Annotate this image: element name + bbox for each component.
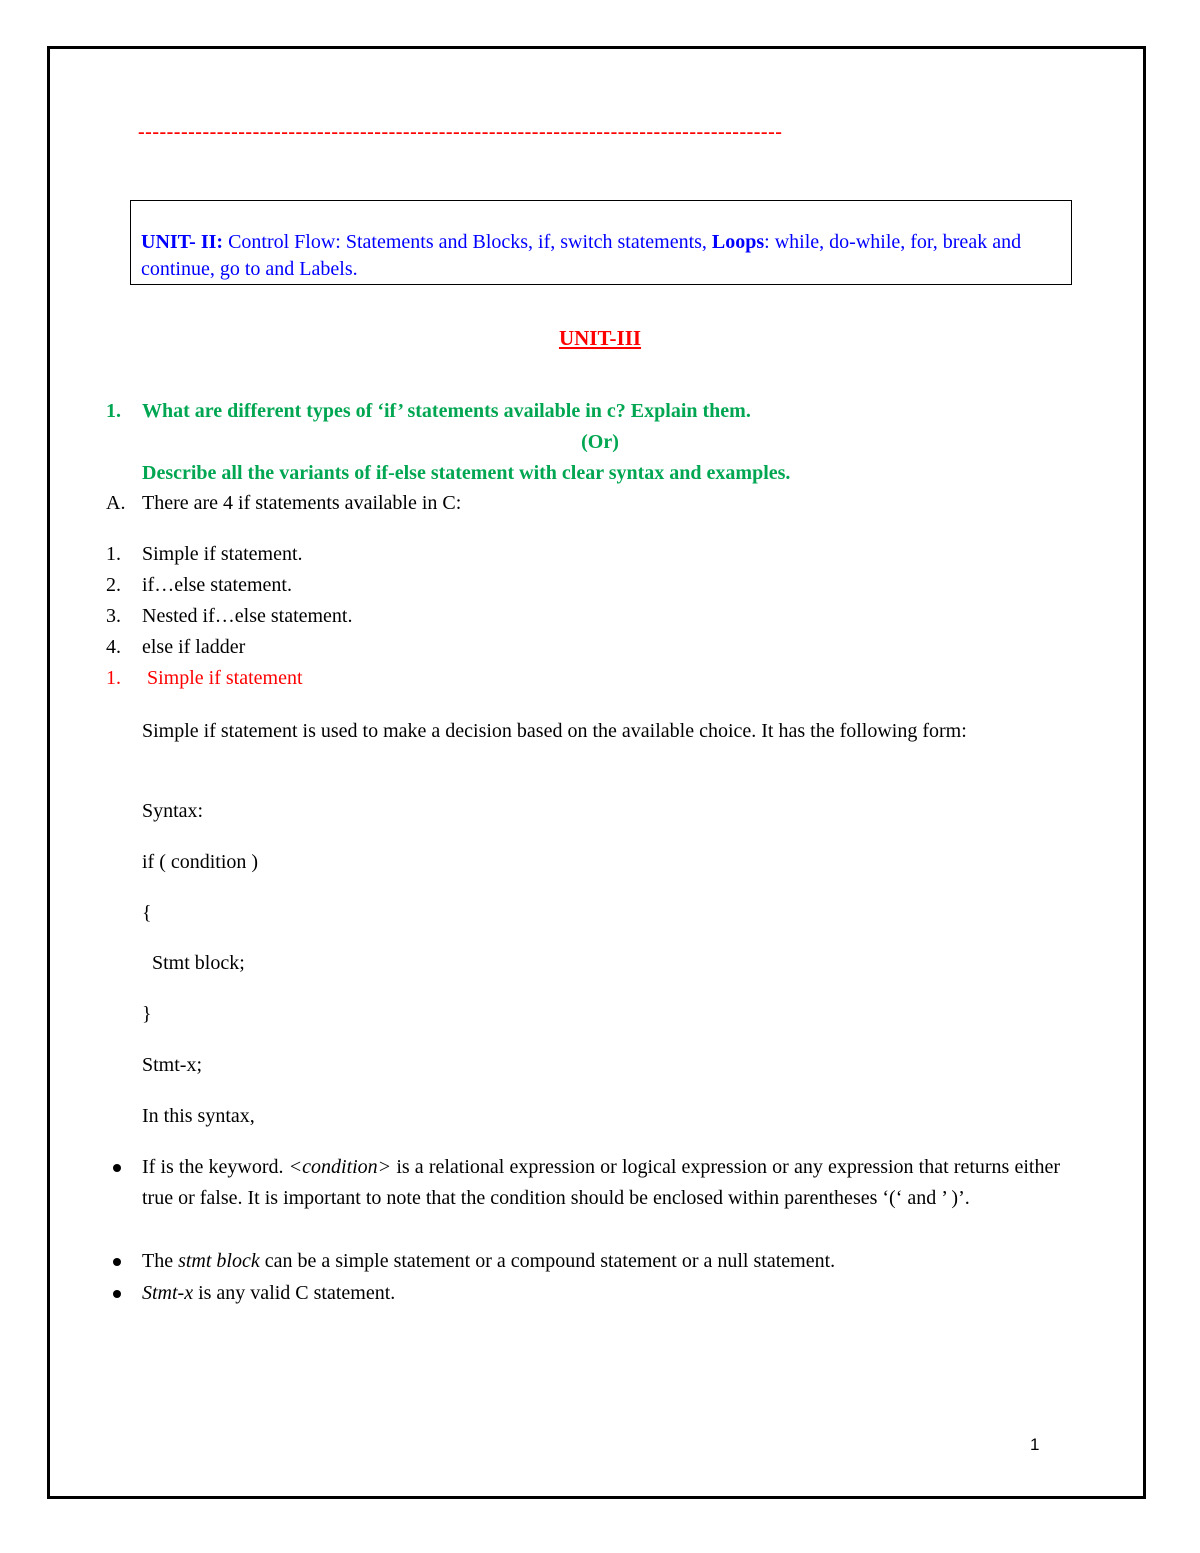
unit-title: UNIT-III — [558, 326, 642, 350]
syllabus-unit-label: UNIT- II: — [141, 231, 224, 253]
question-number: 1. — [106, 400, 121, 422]
bullet-text-pre: The — [142, 1250, 174, 1272]
answer-label: A. — [106, 492, 126, 514]
bullet-text-post: is a relational expression or logical expression or any expression that returns either true or false. It is important to note that the condition should be enclosed within parentheses ‘(‘ and ’ )’. — [142, 1156, 1061, 1209]
bullet-text-post: can be a simple statement or a compound statement or a null statement. — [264, 1250, 836, 1272]
syntax-label: Syntax: — [142, 800, 204, 822]
list-item: Simple if statement. — [142, 543, 303, 565]
syntax-line: if ( condition ) — [142, 851, 259, 873]
bullet-text-post: is any valid C statement. — [198, 1282, 396, 1304]
list-item: else if ladder — [142, 636, 246, 658]
bullet-icon — [113, 1290, 121, 1298]
syllabus-topics-part2: : while, do-while, for, break and continue, go to and Labels. — [141, 231, 1022, 280]
list-item-number: 3. — [106, 605, 121, 627]
list-item-number: 2. — [106, 574, 121, 596]
syntax-line: Stmt-x; — [142, 1054, 203, 1076]
section-heading-number: 1. — [106, 667, 121, 689]
bullet-text-emphasis: stmt block — [178, 1250, 260, 1272]
list-item-number: 1. — [106, 543, 121, 565]
question-alt-text: Describe all the variants of if-else statement with clear syntax and examples. — [142, 462, 791, 484]
syllabus-loops-label: Loops — [711, 231, 765, 253]
list-item: if…else statement. — [142, 574, 292, 596]
question-or: (Or) — [581, 431, 619, 453]
syntax-line: { — [142, 902, 152, 924]
page-number: 1 — [1030, 1435, 1040, 1454]
question-text: What are different types of ‘if’ statements available in c? Explain them. — [142, 400, 751, 422]
section-heading: Simple if statement — [147, 667, 303, 689]
in-syntax-text: In this syntax, — [142, 1105, 255, 1127]
bullet-text-emphasis: <condition> — [288, 1156, 392, 1178]
syllabus-control-flow-label: Control Flow: — [228, 231, 341, 253]
bullet-icon — [113, 1258, 121, 1266]
bullet-item — [142, 1152, 1060, 1214]
list-item: Nested if…else statement. — [142, 605, 353, 627]
dashed-separator: ------------------------------------------------------------------------------------------ — [138, 121, 783, 143]
bullet-text-pre: If is the keyword. — [142, 1156, 284, 1178]
list-item-number: 4. — [106, 636, 121, 658]
answer-intro: There are 4 if statements available in C: — [142, 492, 462, 514]
syntax-line: } — [142, 1003, 152, 1025]
syllabus-box — [130, 200, 1072, 285]
bullet-item — [142, 1278, 1060, 1309]
syntax-line: Stmt block; — [152, 952, 245, 974]
description-paragraph: Simple if statement is used to make a decision based on the available choice. It has the following form: — [142, 720, 967, 742]
bullet-item — [142, 1246, 1060, 1277]
syllabus-topics-part1: Statements and Blocks, if, switch statements, — [345, 231, 707, 253]
bullet-text-emphasis: Stmt-x — [142, 1282, 194, 1304]
bullet-icon — [113, 1164, 121, 1172]
